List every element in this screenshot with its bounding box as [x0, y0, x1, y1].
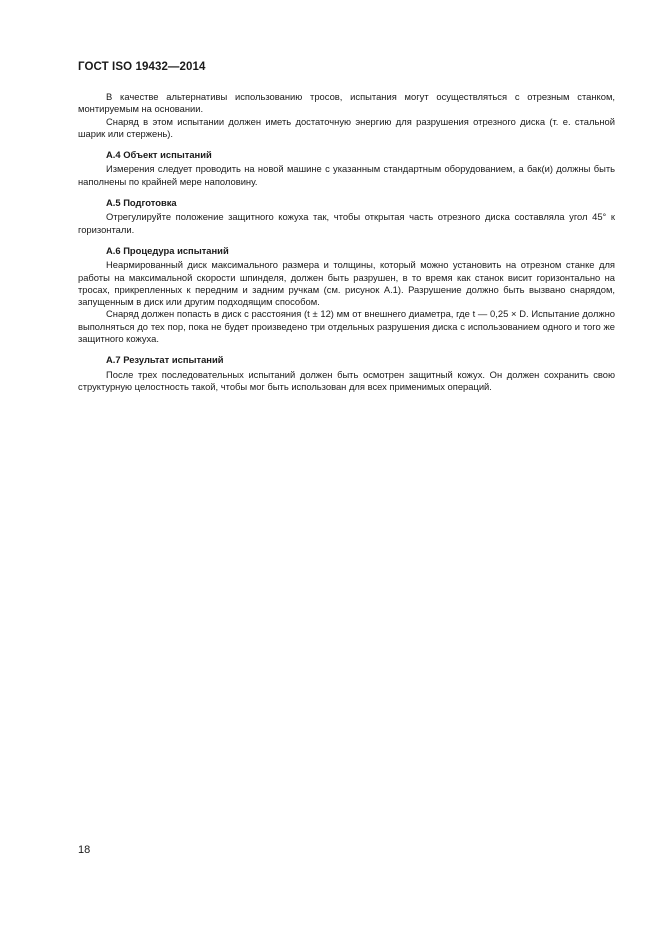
- section-a6-paragraph-1: Неармированный диск максимального размера и толщины, который можно установить на отрезном станке для работы на максимальной скорости шпинделя, должен быть разрушен, в то время как станок висит горизонтально на тросах, прикрепленных к передним и задним ручкам (см. рисунок A.1). Разрушение должно быть вызвано снарядом, запущенным в диск или другим подходящим способом.: [78, 259, 615, 308]
- section-a6-paragraph-2: Снаряд должен попасть в диск с расстояния (t ± 12) мм от внешнего диаметра, где t — 0,25 × D. Испытание должно выполняться до тех пор, пока не будет произведено три отдельных разрушения диска с использованием одного и того же защитного кожуха.: [78, 308, 615, 345]
- intro-paragraph-2: Снаряд в этом испытании должен иметь достаточную энергию для разрушения отрезного диска (т. е. стальной шарик или стержень).: [78, 115, 615, 139]
- document-body: [78, 91, 615, 393]
- section-heading-a6: A.6 Процедура испытаний: [106, 244, 229, 256]
- section-a4-paragraph-1: Измерения следует проводить на новой машине с указанным стандартным оборудованием, а бак(и) должны быть наполнены по крайней мере наполовину.: [78, 163, 615, 187]
- section-a7-paragraph-1: После трех последовательных испытаний должен быть осмотрен защитный кожух. Он должен сохранить свою структурную целостность такой, чтобы мог быть использован для всех применимых операций.: [78, 368, 615, 392]
- page-number: 18: [78, 844, 91, 856]
- document-header: ГОСТ ISO 19432—2014: [78, 61, 206, 73]
- section-a5-paragraph-1: Отрегулируйте положение защитного кожуха так, чтобы открытая часть отрезного диска составляла угол 45° к горизонтали.: [78, 211, 615, 235]
- section-heading-a7: A.7 Результат испытаний: [106, 354, 224, 366]
- section-heading-a4: A.4 Объект испытаний: [106, 149, 212, 161]
- section-heading-a5: A.5 Подготовка: [106, 197, 177, 209]
- intro-paragraph-1: В качестве альтернативы использованию тросов, испытания могут осуществляться с отрезным станком, монтируемым на основании.: [78, 91, 615, 115]
